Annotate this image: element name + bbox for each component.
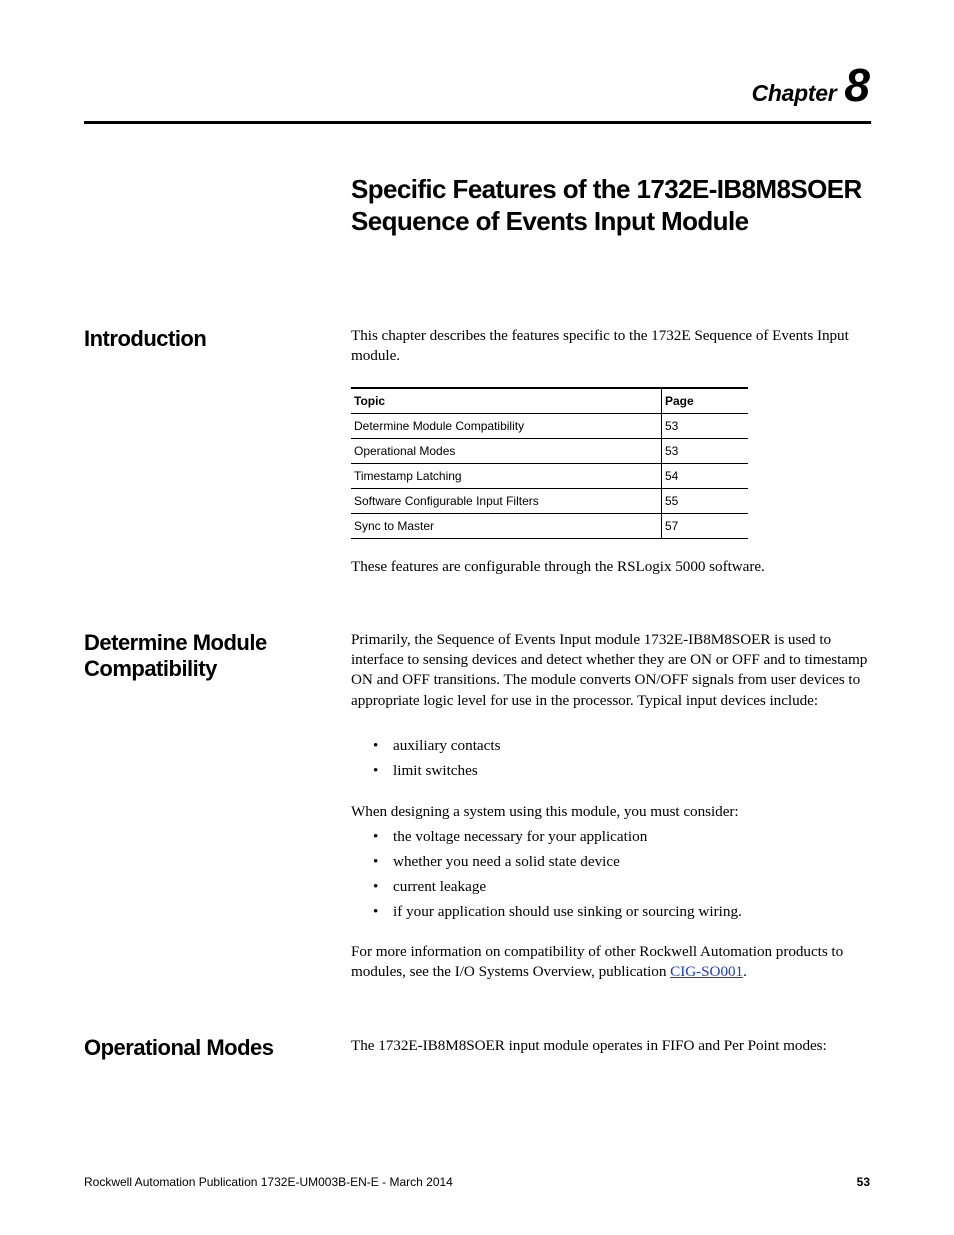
list-item: • whether you need a solid state device bbox=[351, 852, 742, 877]
table-cell-topic: Timestamp Latching bbox=[351, 464, 662, 489]
compatibility-heading bbox=[84, 630, 324, 682]
table-cell-topic: Software Configurable Input Filters bbox=[351, 489, 662, 514]
footer-page-number: 53 bbox=[856, 1175, 870, 1189]
footer-publication: Rockwell Automation Publication 1732E-UM003B-EN-E - March 2014 bbox=[84, 1175, 453, 1189]
more-info-text: For more information on compatibility of other Rockwell Automation products to modules, see the I/O Systems Overview, publication bbox=[351, 943, 844, 981]
table-header-page: Page bbox=[662, 388, 749, 414]
page-title bbox=[351, 173, 911, 237]
page-footer bbox=[84, 1175, 870, 1189]
table-header-row bbox=[351, 388, 748, 414]
table-row bbox=[351, 439, 748, 464]
table-cell-page: 54 bbox=[662, 464, 749, 489]
page-title-line-2: Sequence of Events Input Module bbox=[351, 206, 749, 236]
header-rule bbox=[84, 121, 871, 124]
operational-modes-heading: Operational Modes bbox=[84, 1035, 274, 1060]
topics-table bbox=[351, 387, 748, 539]
chapter-label bbox=[751, 59, 870, 111]
list-item: • if your application should use sinking or sourcing wiring. bbox=[351, 902, 742, 927]
table-row bbox=[351, 489, 748, 514]
list-item: • limit switches bbox=[351, 761, 501, 786]
list-item: • the voltage necessary for your application bbox=[351, 827, 742, 852]
configurable-note: These features are configurable through the RSLogix 5000 software. bbox=[351, 558, 765, 575]
chapter-number: 8 bbox=[844, 59, 870, 111]
considerations-intro: When designing a system using this module, you must consider: bbox=[351, 803, 739, 820]
considerations-list bbox=[351, 827, 742, 927]
table-cell-topic: Sync to Master bbox=[351, 514, 662, 539]
table-cell-page: 57 bbox=[662, 514, 749, 539]
introduction-heading: Introduction bbox=[84, 326, 207, 351]
more-info-paragraph bbox=[351, 942, 873, 982]
introduction-paragraph: This chapter describes the features specific to the 1732E Sequence of Events Input module. bbox=[351, 327, 849, 365]
compatibility-heading-line-1: Determine Module bbox=[84, 630, 267, 655]
compatibility-paragraph: Primarily, the Sequence of Events Input module 1732E-IB8M8SOER is used to interface to sensing devices and detect whether they are ON or OFF and to timestamp ON and OFF transitions. The module converts ON/OFF signals from user devices to appropriate logic level for use in the processor. Typical input devices include: bbox=[351, 631, 868, 709]
table-header-topic: Topic bbox=[351, 388, 662, 414]
table-cell-topic: Determine Module Compatibility bbox=[351, 414, 662, 439]
page-title-line-1: Specific Features of the 1732E-IB8M8SOER bbox=[351, 174, 862, 204]
table-cell-page: 53 bbox=[662, 439, 749, 464]
table-row bbox=[351, 514, 748, 539]
list-item: • auxiliary contacts bbox=[351, 736, 501, 761]
table-row bbox=[351, 414, 748, 439]
table-row bbox=[351, 464, 748, 489]
more-info-end: . bbox=[743, 963, 747, 981]
operational-modes-paragraph: The 1732E-IB8M8SOER input module operates in FIFO and Per Point modes: bbox=[351, 1037, 827, 1054]
chapter-word: Chapter bbox=[751, 80, 837, 106]
list-item: • current leakage bbox=[351, 877, 742, 902]
device-list bbox=[351, 736, 501, 786]
table-cell-page: 55 bbox=[662, 489, 749, 514]
compatibility-heading-line-2: Compatibility bbox=[84, 656, 217, 681]
table-cell-page: 53 bbox=[662, 414, 749, 439]
table-cell-topic: Operational Modes bbox=[351, 439, 662, 464]
cig-so001-link[interactable]: CIG-SO001 bbox=[670, 963, 744, 981]
